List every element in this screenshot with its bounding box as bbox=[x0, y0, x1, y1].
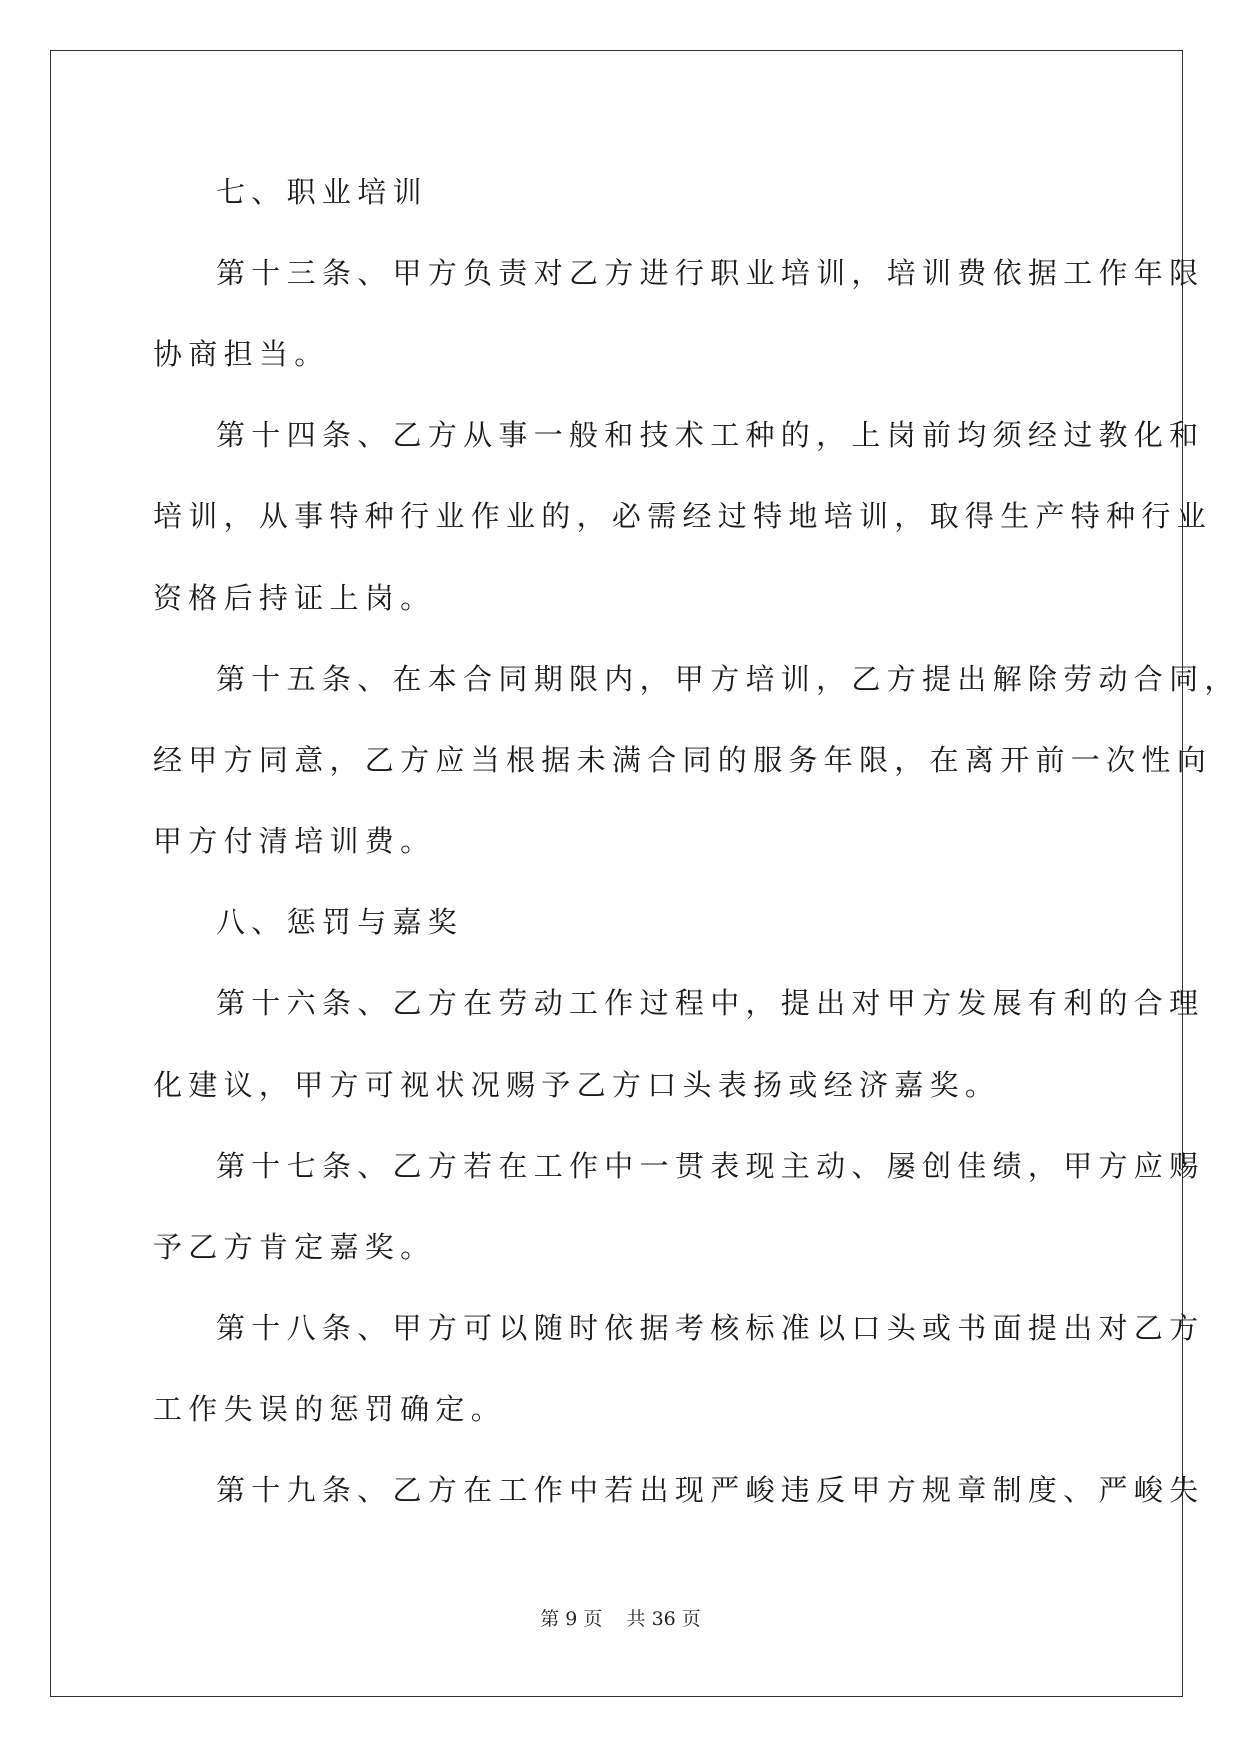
article-14-line-1: 第十四条、乙方从事一般和技术工种的，上岗前均须经过教化和 bbox=[216, 418, 1205, 452]
article-17-line-1: 第十七条、乙方若在工作中一贯表现主动、屡创佳绩，甲方应赐 bbox=[216, 1149, 1205, 1183]
article-18-line-2: 工作失误的惩罚确定。 bbox=[153, 1392, 507, 1426]
article-14-line-2: 培训，从事特种行业作业的，必需经过特地培训，取得生产特种行业 bbox=[153, 499, 1213, 533]
article-15-line-3: 甲方付清培训费。 bbox=[153, 824, 436, 858]
article-17-line-2: 予乙方肯定嘉奖。 bbox=[153, 1230, 436, 1264]
section-heading-penalties-rewards: 八、惩罚与嘉奖 bbox=[216, 905, 464, 939]
page-number-label: 第 9 页 共 36 页 bbox=[540, 1608, 701, 1630]
article-13-line-2: 协商担当。 bbox=[153, 337, 330, 371]
article-15-line-1: 第十五条、在本合同期限内，甲方培训，乙方提出解除劳动合同， bbox=[216, 662, 1240, 696]
page-footer bbox=[0, 1606, 1241, 1632]
article-18-line-1: 第十八条、甲方可以随时依据考核标准以口头或书面提出对乙方 bbox=[216, 1311, 1205, 1345]
article-16-line-2: 化建议，甲方可视状况赐予乙方口头表扬或经济嘉奖。 bbox=[153, 1068, 1001, 1102]
page-border bbox=[50, 50, 1183, 1697]
article-15-line-2: 经甲方同意，乙方应当根据未满合同的服务年限，在离开前一次性向 bbox=[153, 743, 1213, 777]
section-heading-vocational-training: 七、职业培训 bbox=[216, 175, 428, 209]
article-14-line-3: 资格后持证上岗。 bbox=[153, 581, 436, 615]
article-16-line-1: 第十六条、乙方在劳动工作过程中，提出对甲方发展有利的合理 bbox=[216, 986, 1205, 1020]
article-13-line-1: 第十三条、甲方负责对乙方进行职业培训，培训费依据工作年限 bbox=[216, 256, 1205, 290]
article-19-line-1: 第十九条、乙方在工作中若出现严峻违反甲方规章制度、严峻失 bbox=[216, 1473, 1205, 1507]
